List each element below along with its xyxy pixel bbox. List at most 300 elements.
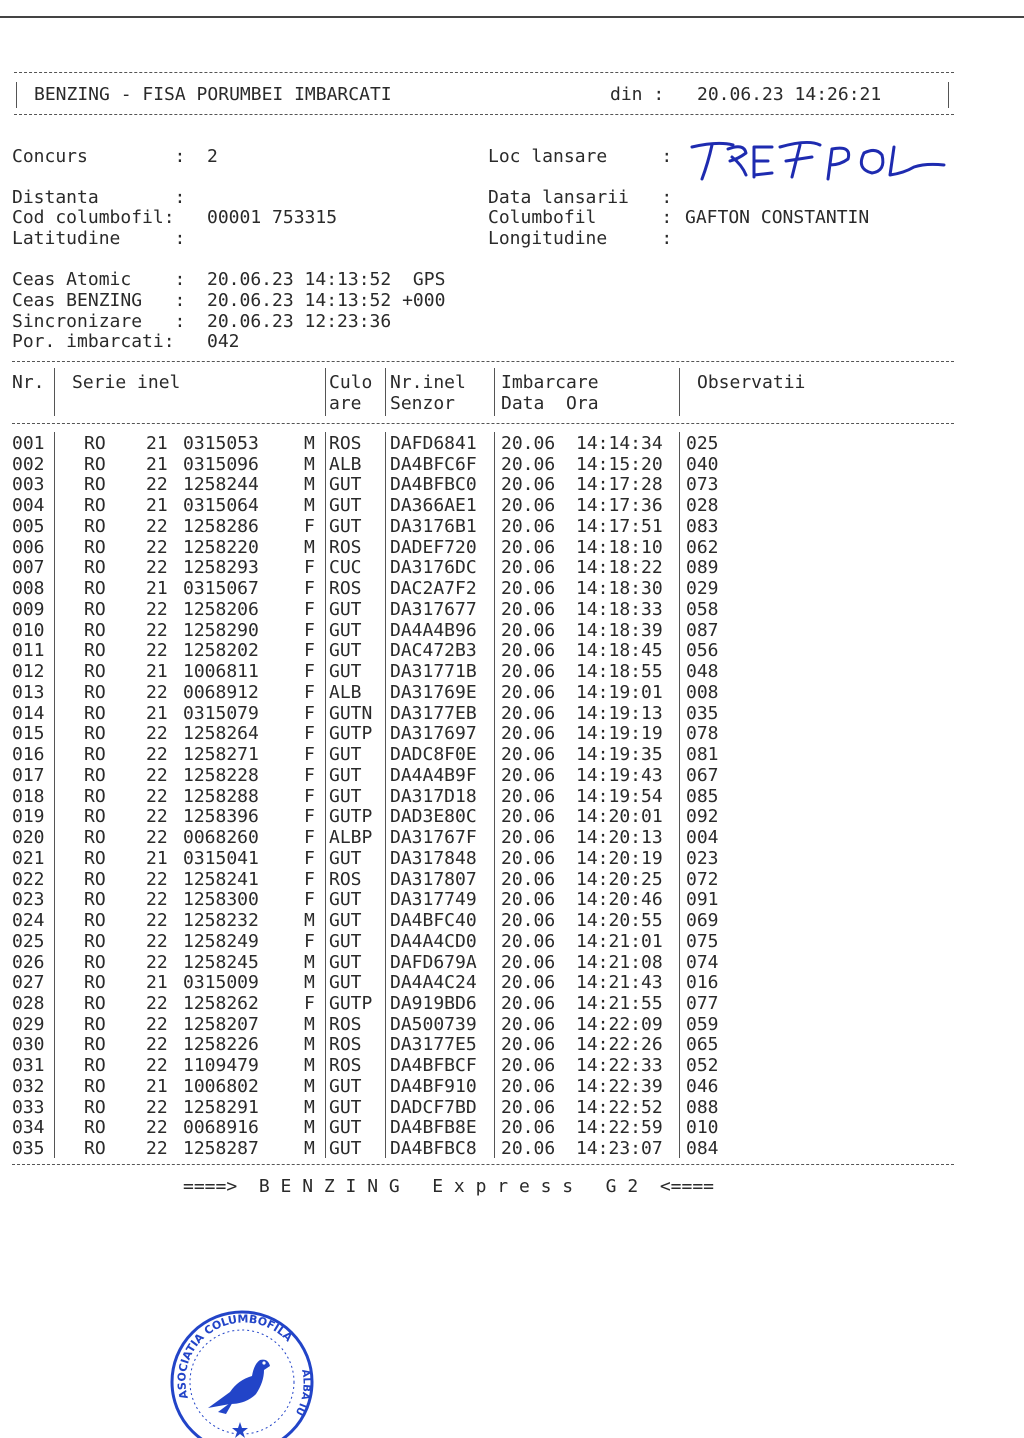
table-row: [0, 724, 960, 745]
cell-country: RO: [84, 723, 106, 745]
cell-time: 14:18:22: [576, 557, 663, 579]
footer-benzing-express: ====> B E N Z I N G E x p r e s s G 2 <====: [183, 1176, 715, 1197]
cell-observatii: 087: [686, 619, 719, 641]
cell-observatii: 074: [686, 951, 719, 973]
table-row: [0, 475, 960, 496]
cell-sex: M: [304, 1013, 315, 1035]
cell-country: RO: [84, 1096, 106, 1118]
header-divider-1: [54, 368, 55, 416]
table-row: [0, 766, 960, 787]
cell-ring-number: 1258288: [183, 785, 259, 807]
table-row: [0, 932, 960, 953]
cell-nr: 008: [12, 578, 45, 600]
cell-observatii: 077: [686, 992, 719, 1014]
table-row: [0, 704, 960, 725]
cell-observatii: 092: [686, 806, 719, 828]
cell-time: 14:20:25: [576, 868, 663, 890]
cell-date: 20.06: [501, 889, 556, 911]
cell-sex: M: [304, 1034, 315, 1056]
cell-date: 20.06: [501, 702, 556, 724]
cell-date: 20.06: [501, 827, 556, 849]
cell-observatii: 073: [686, 474, 719, 496]
cell-observatii: 052: [686, 1055, 719, 1077]
longitudine-label: Longitudine :: [488, 228, 673, 249]
cell-color: GUT: [329, 474, 362, 496]
cell-sex: F: [304, 578, 315, 600]
cell-ring-number: 1258241: [183, 868, 259, 890]
cell-date: 20.06: [501, 536, 556, 558]
stamp-outer-ring: [172, 1312, 312, 1438]
cell-observatii: 059: [686, 1013, 719, 1035]
cell-ring-number: 1258220: [183, 536, 259, 558]
cell-year: 21: [146, 433, 168, 454]
col-header-culoare-line1: Culo: [329, 372, 373, 393]
cell-ring-number: 1258206: [183, 598, 259, 620]
table-row: [0, 683, 960, 704]
table-row: [0, 538, 960, 559]
col-header-nr: Nr.: [12, 372, 45, 393]
cell-ring-number: 1258226: [183, 1034, 259, 1056]
cell-time: 14:17:28: [576, 474, 663, 496]
cell-time: 14:21:55: [576, 992, 663, 1014]
cell-sex: F: [304, 723, 315, 745]
cell-sex: F: [304, 598, 315, 620]
cell-ring-number: 1258396: [183, 806, 259, 828]
table-row: [0, 994, 960, 1015]
cell-ring-number: 1258291: [183, 1096, 259, 1118]
table-row: [0, 1015, 960, 1036]
cell-observatii: 062: [686, 536, 719, 558]
table-header-divider: [12, 423, 954, 424]
cell-observatii: 078: [686, 723, 719, 745]
cell-sex: M: [304, 1117, 315, 1139]
table-row: [0, 787, 960, 808]
cell-ring-number: 1258249: [183, 930, 259, 952]
cell-year: 22: [146, 1013, 168, 1035]
cell-color: GUT: [329, 1138, 362, 1160]
cell-country: RO: [84, 847, 106, 869]
cell-observatii: 083: [686, 515, 719, 537]
cell-date: 20.06: [501, 868, 556, 890]
cell-country: RO: [84, 702, 106, 724]
cell-date: 20.06: [501, 992, 556, 1014]
cell-nr: 015: [12, 723, 45, 745]
cell-time: 14:19:43: [576, 764, 663, 786]
cell-observatii: 069: [686, 910, 719, 932]
cell-color: GUT: [329, 889, 362, 911]
cell-time: 14:22:26: [576, 1034, 663, 1056]
latitudine-label: Latitudine :: [12, 228, 186, 249]
header-divider-4: [494, 368, 495, 416]
cell-nr: 035: [12, 1138, 45, 1160]
cell-ring-number: 0068912: [183, 681, 259, 703]
page-top-edge: [0, 16, 1024, 18]
cell-year: 22: [146, 474, 168, 496]
cell-ring-number: 1006802: [183, 1075, 259, 1097]
cell-country: RO: [84, 661, 106, 683]
cell-country: RO: [84, 557, 106, 579]
header-divider-5: [679, 368, 680, 416]
cell-date: 20.06: [501, 433, 556, 454]
cell-year: 22: [146, 536, 168, 558]
concurs-label: Concurs :: [12, 146, 186, 167]
cell-color: GUT: [329, 785, 362, 807]
cell-sex: M: [304, 495, 315, 517]
cell-color: GUT: [329, 744, 362, 766]
cell-country: RO: [84, 785, 106, 807]
cell-sensor: DA919BD6: [390, 992, 477, 1014]
cell-date: 20.06: [501, 972, 556, 994]
cell-ring-number: 1258264: [183, 723, 259, 745]
col-header-culoare-line2: are: [329, 393, 362, 414]
cell-time: 14:20:13: [576, 827, 663, 849]
table-row: [0, 745, 960, 766]
cell-country: RO: [84, 889, 106, 911]
cell-date: 20.06: [501, 930, 556, 952]
cell-nr: 016: [12, 744, 45, 766]
cell-sensor: DA31767F: [390, 827, 477, 849]
din-label: din :: [610, 84, 665, 105]
ceas-atomic-value: 20.06.23 14:13:52 GPS: [207, 269, 446, 290]
loc-lansare-label: Loc lansare :: [488, 146, 673, 167]
cell-nr: 006: [12, 536, 45, 558]
cell-year: 21: [146, 972, 168, 994]
stamp-star-icon: [232, 1422, 248, 1438]
stamp-text-side: ALBA IU: [292, 1368, 312, 1417]
cell-year: 22: [146, 930, 168, 952]
handwriting-strokes: [692, 142, 944, 179]
cell-sex: M: [304, 474, 315, 496]
cell-color: ROS: [329, 433, 362, 454]
cell-country: RO: [84, 992, 106, 1014]
cell-sensor: DA317848: [390, 847, 477, 869]
cell-year: 21: [146, 1075, 168, 1097]
cell-sex: F: [304, 661, 315, 683]
cell-year: 21: [146, 453, 168, 475]
cell-date: 20.06: [501, 515, 556, 537]
cell-sensor: DA3177EB: [390, 702, 477, 724]
table-row: [0, 890, 960, 911]
cell-country: RO: [84, 474, 106, 496]
cell-country: RO: [84, 619, 106, 641]
cell-sensor: DAC2A7F2: [390, 578, 477, 600]
cell-year: 22: [146, 723, 168, 745]
cell-ring-number: 0315067: [183, 578, 259, 600]
cell-ring-number: 1258293: [183, 557, 259, 579]
cell-country: RO: [84, 910, 106, 932]
cell-color: GUT: [329, 764, 362, 786]
cell-year: 22: [146, 1117, 168, 1139]
cell-ring-number: 1258290: [183, 619, 259, 641]
cell-year: 22: [146, 868, 168, 890]
cell-ring-number: 0315079: [183, 702, 259, 724]
columbofil-value: GAFTON CONSTANTIN: [685, 207, 870, 228]
cell-sensor: DA4A4B96: [390, 619, 477, 641]
cell-observatii: 004: [686, 827, 719, 849]
cell-color: GUT: [329, 619, 362, 641]
cell-color: ROS: [329, 1055, 362, 1077]
table-row: [0, 953, 960, 974]
cell-country: RO: [84, 951, 106, 973]
col-header-nrinel-line2: Senzor: [390, 393, 456, 414]
cell-date: 20.06: [501, 681, 556, 703]
cell-nr: 009: [12, 598, 45, 620]
cell-nr: 028: [12, 992, 45, 1014]
cell-country: RO: [84, 1055, 106, 1077]
cell-ring-number: 1109479: [183, 1055, 259, 1077]
cell-ring-number: 1006811: [183, 661, 259, 683]
cell-color: GUT: [329, 495, 362, 517]
cell-ring-number: 1258300: [183, 889, 259, 911]
cell-observatii: 075: [686, 930, 719, 952]
cell-country: RO: [84, 536, 106, 558]
cell-ring-number: 1258245: [183, 951, 259, 973]
table-row: [0, 621, 960, 642]
cell-date: 20.06: [501, 910, 556, 932]
cell-nr: 005: [12, 515, 45, 537]
col-header-observatii: Observatii: [697, 372, 806, 393]
cell-sensor: DA4BF910: [390, 1075, 477, 1097]
cell-ring-number: 0315096: [183, 453, 259, 475]
cell-ring-number: 0068260: [183, 827, 259, 849]
cell-year: 22: [146, 557, 168, 579]
cell-time: 14:22:52: [576, 1096, 663, 1118]
cell-date: 20.06: [501, 598, 556, 620]
cell-sensor: DAD3E80C: [390, 806, 477, 828]
cell-country: RO: [84, 1117, 106, 1139]
cell-nr: 002: [12, 453, 45, 475]
cell-sex: M: [304, 910, 315, 932]
cell-observatii: 067: [686, 764, 719, 786]
cell-date: 20.06: [501, 1096, 556, 1118]
cell-observatii: 056: [686, 640, 719, 662]
cell-sensor: DA317D18: [390, 785, 477, 807]
cell-time: 14:20:46: [576, 889, 663, 911]
cell-year: 22: [146, 681, 168, 703]
cell-ring-number: 1258262: [183, 992, 259, 1014]
cell-color: GUT: [329, 951, 362, 973]
title-box-top-border: [14, 72, 954, 73]
table-row: [0, 1139, 960, 1160]
cell-observatii: 072: [686, 868, 719, 890]
cell-color: ALB: [329, 453, 362, 475]
cell-time: 14:18:39: [576, 619, 663, 641]
cell-observatii: 008: [686, 681, 719, 703]
cell-nr: 032: [12, 1075, 45, 1097]
cell-nr: 027: [12, 972, 45, 994]
cell-observatii: 029: [686, 578, 719, 600]
cell-nr: 029: [12, 1013, 45, 1035]
cell-sensor: DADEF720: [390, 536, 477, 558]
cell-time: 14:17:36: [576, 495, 663, 517]
cell-date: 20.06: [501, 806, 556, 828]
cell-time: 14:18:30: [576, 578, 663, 600]
cell-sensor: DAFD6841: [390, 433, 477, 454]
header-divider-2: [325, 368, 326, 416]
cell-year: 22: [146, 1055, 168, 1077]
cell-time: 14:17:51: [576, 515, 663, 537]
table-bottom-border: [12, 1164, 954, 1165]
cell-observatii: 016: [686, 972, 719, 994]
cell-color: GUT: [329, 598, 362, 620]
cell-nr: 022: [12, 868, 45, 890]
cell-ring-number: 1258271: [183, 744, 259, 766]
cell-color: GUTP: [329, 723, 373, 745]
cell-date: 20.06: [501, 1034, 556, 1056]
cell-country: RO: [84, 744, 106, 766]
cell-date: 20.06: [501, 1075, 556, 1097]
cell-time: 14:20:19: [576, 847, 663, 869]
cell-year: 22: [146, 619, 168, 641]
cell-country: RO: [84, 453, 106, 475]
cell-country: RO: [84, 972, 106, 994]
cell-year: 22: [146, 951, 168, 973]
cell-time: 14:14:34: [576, 433, 663, 454]
club-stamp: [160, 1300, 330, 1438]
cell-sex: F: [304, 764, 315, 786]
cell-color: GUT: [329, 1117, 362, 1139]
cell-sensor: DA317677: [390, 598, 477, 620]
cell-year: 22: [146, 598, 168, 620]
cell-observatii: 058: [686, 598, 719, 620]
cell-time: 14:22:59: [576, 1117, 663, 1139]
cell-observatii: 084: [686, 1138, 719, 1160]
cell-observatii: 035: [686, 702, 719, 724]
cell-nr: 014: [12, 702, 45, 724]
title-box-right-border: [948, 82, 949, 108]
cell-sex: F: [304, 515, 315, 537]
cell-country: RO: [84, 578, 106, 600]
cell-color: ROS: [329, 578, 362, 600]
cell-time: 14:19:19: [576, 723, 663, 745]
cell-country: RO: [84, 827, 106, 849]
cell-nr: 003: [12, 474, 45, 496]
cell-nr: 034: [12, 1117, 45, 1139]
cell-nr: 021: [12, 847, 45, 869]
cell-nr: 024: [12, 910, 45, 932]
cell-ring-number: 1258207: [183, 1013, 259, 1035]
cell-date: 20.06: [501, 453, 556, 475]
cell-country: RO: [84, 640, 106, 662]
cell-year: 21: [146, 578, 168, 600]
cell-sensor: DA4BFBCF: [390, 1055, 477, 1077]
cell-sensor: DA4A4B9F: [390, 764, 477, 786]
cell-observatii: 048: [686, 661, 719, 683]
cell-color: GUTP: [329, 806, 373, 828]
cell-time: 14:21:01: [576, 930, 663, 952]
cell-observatii: 025: [686, 433, 719, 454]
cell-nr: 033: [12, 1096, 45, 1118]
cell-time: 14:21:08: [576, 951, 663, 973]
cell-sex: F: [304, 640, 315, 662]
cell-sex: M: [304, 1055, 315, 1077]
title-box-left-border: [16, 82, 17, 108]
cell-ring-number: 0315009: [183, 972, 259, 994]
cell-country: RO: [84, 868, 106, 890]
table-row: [0, 973, 960, 994]
cell-time: 14:23:07: [576, 1138, 663, 1160]
cell-country: RO: [84, 495, 106, 517]
cell-country: RO: [84, 1034, 106, 1056]
cell-nr: 007: [12, 557, 45, 579]
cell-date: 20.06: [501, 661, 556, 683]
cell-date: 20.06: [501, 495, 556, 517]
cell-nr: 018: [12, 785, 45, 807]
cell-color: GUT: [329, 1075, 362, 1097]
por-imbarcati-value: 042: [207, 331, 240, 352]
table-row: [0, 434, 960, 455]
cell-nr: 012: [12, 661, 45, 683]
cod-columbofil-value: 00001 753315: [207, 207, 338, 228]
cell-observatii: 091: [686, 889, 719, 911]
cell-ring-number: 0315053: [183, 433, 259, 454]
cell-ring-number: 0315064: [183, 495, 259, 517]
cell-nr: 013: [12, 681, 45, 703]
table-top-border: [12, 361, 954, 362]
table-row: [0, 870, 960, 891]
cell-sensor: DA3177E5: [390, 1034, 477, 1056]
cell-time: 14:19:13: [576, 702, 663, 724]
cell-country: RO: [84, 930, 106, 952]
cell-sex: F: [304, 785, 315, 807]
cell-time: 14:19:35: [576, 744, 663, 766]
table-row: [0, 1077, 960, 1098]
cell-color: ROS: [329, 1034, 362, 1056]
cell-sensor: DA500739: [390, 1013, 477, 1035]
cell-sex: F: [304, 557, 315, 579]
cell-color: GUT: [329, 847, 362, 869]
cell-sex: F: [304, 619, 315, 641]
ceas-atomic-label: Ceas Atomic :: [12, 269, 186, 290]
cell-year: 22: [146, 785, 168, 807]
cell-color: GUT: [329, 515, 362, 537]
cell-ring-number: 0068916: [183, 1117, 259, 1139]
cell-sex: F: [304, 827, 315, 849]
cell-country: RO: [84, 1013, 106, 1035]
cell-date: 20.06: [501, 744, 556, 766]
cell-year: 22: [146, 515, 168, 537]
title-box-bottom-border: [14, 114, 954, 115]
cell-year: 22: [146, 744, 168, 766]
cell-date: 20.06: [501, 764, 556, 786]
cell-date: 20.06: [501, 1138, 556, 1160]
cell-country: RO: [84, 1138, 106, 1160]
cell-ring-number: 1258232: [183, 910, 259, 932]
table-row: [0, 828, 960, 849]
cell-observatii: 085: [686, 785, 719, 807]
cell-sensor: DA3176DC: [390, 557, 477, 579]
stamp-text-top: ASOCIATIA COLUMBOFILA: [175, 1312, 295, 1401]
cell-year: 22: [146, 1034, 168, 1056]
cell-color: GUT: [329, 1096, 362, 1118]
cell-sex: F: [304, 992, 315, 1014]
table-row: [0, 1035, 960, 1056]
cell-date: 20.06: [501, 557, 556, 579]
cell-date: 20.06: [501, 578, 556, 600]
table-row: [0, 558, 960, 579]
cell-observatii: 040: [686, 453, 719, 475]
cell-nr: 010: [12, 619, 45, 641]
cell-date: 20.06: [501, 1013, 556, 1035]
cell-observatii: 023: [686, 847, 719, 869]
table-row: [0, 579, 960, 600]
cell-date: 20.06: [501, 951, 556, 973]
cell-color: GUT: [329, 640, 362, 662]
cell-ring-number: 1258244: [183, 474, 259, 496]
cell-date: 20.06: [501, 1055, 556, 1077]
table-row: [0, 849, 960, 870]
din-value: 20.06.23 14:26:21: [697, 84, 882, 105]
